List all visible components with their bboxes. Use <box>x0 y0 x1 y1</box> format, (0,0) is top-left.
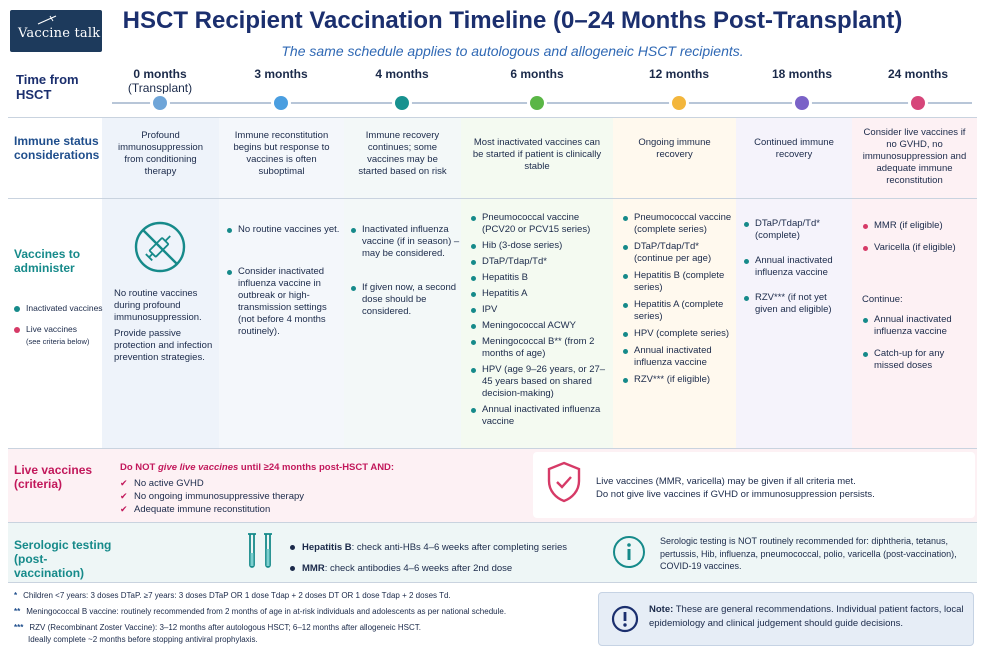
live-heading-em: give live vaccines <box>158 462 239 473</box>
serologic-row-label: Serologic testing (post-vaccination) <box>14 538 112 580</box>
vaccine-item: Meningococcal ACWY <box>470 320 610 332</box>
vaccine-item: RZV*** (if not yet given and eligible) <box>743 292 851 316</box>
continue-label: Continue: <box>862 294 903 305</box>
col3-vaccines <box>470 212 610 432</box>
logo-text: Vaccine talk <box>18 26 101 41</box>
timeline-col-label: 24 months <box>887 67 948 81</box>
col6-vaccines <box>862 220 974 382</box>
vaccine-item: Hepatitis A (complete series) <box>622 299 734 323</box>
live-row-label: Live vaccines (criteria) <box>14 463 93 491</box>
footnote-mark: * <box>14 591 18 600</box>
note-box <box>598 592 974 646</box>
row-separator <box>8 522 977 523</box>
footnote <box>14 622 589 633</box>
vaccine-item: Varicella (if eligible) <box>862 242 974 254</box>
timeline-dot <box>274 96 288 110</box>
live-info-line2: Do not give live vaccines if GVHD or immunosuppression persists. <box>596 489 875 500</box>
vaccine-item: Hib (3-dose series) <box>470 240 610 252</box>
vaccine-item: Annual inactivated influenza vaccine <box>743 255 851 279</box>
timeline-dot <box>395 96 409 110</box>
v6-list <box>862 220 974 254</box>
vaccine-item: If given now, a second dose should be considered. <box>350 282 460 318</box>
vaccine-item: Inactivated influenza vaccine (if in season) – may be considered. <box>350 224 460 260</box>
serologic-item-name: Hepatitis B <box>302 542 352 553</box>
immune-row-label: Immune status considerations <box>14 134 100 162</box>
legend-live-sub: (see criteria below) <box>26 337 90 346</box>
footnote-text: Children <7 years: 3 doses DTaP. ≥7 years: 3 doses DTaP OR 1 dose Tdap + 2 doses DT OR 1 dose Tdap + 2 doses Td. <box>23 591 451 600</box>
footnote-text: RZV (Recombinant Zoster Vaccine): 3–12 months after autologous HSCT; 6–12 months after allogeneic HSCT. <box>29 623 421 632</box>
vaccine-item: Annual inactivated influenza vaccine <box>470 404 610 428</box>
live-heading <box>120 462 394 473</box>
live-heading-post: until ≥24 months post-HSCT AND: <box>238 462 395 473</box>
legend-live-label: Live vaccines <box>26 324 78 334</box>
vaccine-item: DTaP/Tdap/Td* (complete) <box>743 218 851 242</box>
vaccine-item: Pneumococcal vaccine (PCV20 or PCV15 series) <box>470 212 610 236</box>
note-text <box>649 603 967 631</box>
vaccine-item: Catch-up for any missed doses <box>862 348 974 372</box>
serologic-item-name: MMR <box>302 563 325 574</box>
footnote <box>14 590 589 601</box>
timeline-col-label: 4 months <box>375 67 429 81</box>
footnote <box>14 634 589 645</box>
vaccine-item: Annual inactivated influenza vaccine <box>622 345 734 369</box>
col5-vaccines <box>743 218 851 329</box>
v3-list <box>470 212 610 428</box>
vaccine-item: HPV (complete series) <box>622 328 734 340</box>
timeline-col-label: 18 months <box>771 67 832 81</box>
pink-dot-icon <box>14 327 20 333</box>
immune-cell: Ongoing immune recovery <box>638 137 711 160</box>
footnote <box>14 606 589 617</box>
bullet-icon <box>290 566 295 571</box>
footnote-text: Ideally complete ~2 months before stopping antiviral prophylaxis. <box>28 635 258 644</box>
info-icon <box>612 535 646 569</box>
page-subtitle: The same schedule applies to autologous and allogeneic HSCT recipients. <box>281 43 744 59</box>
timeline-col-2 <box>352 67 452 81</box>
timeline-col-label: 3 months <box>254 67 308 81</box>
teal-dot-icon <box>14 306 20 312</box>
vaccine-item: RZV*** (if eligible) <box>622 374 734 386</box>
timeline-dot <box>795 96 809 110</box>
live-info-line1: Live vaccines (MMR, varicella) may be given if all criteria met. <box>596 476 856 487</box>
timeline-col-6 <box>868 67 968 81</box>
timeline-col-label: 12 months <box>648 67 709 81</box>
live-heading-pre: Do NOT <box>120 462 158 473</box>
v4-list <box>622 212 734 386</box>
shield-check-icon <box>546 461 582 503</box>
immune-cell: Profound immunosuppression from conditioning therapy <box>117 130 203 177</box>
vaccine-item: DTaP/Tdap/Td* (continue per age) <box>622 241 734 265</box>
col2-vaccines <box>350 224 460 340</box>
immune-cell: Immune reconstitution begins but response to vaccines is often suboptimal <box>233 130 330 177</box>
serologic-info: Serologic testing is NOT routinely recommended for: diphtheria, tetanus, pertussis, Hib, influenza, pneumococcal, polio, varicella (post-vaccination), COVID-19 vaccines. <box>660 536 957 571</box>
col1-vaccines <box>226 224 342 368</box>
v5-list <box>743 218 851 316</box>
legend-inactivated <box>14 303 103 313</box>
timeline-dot <box>153 96 167 110</box>
vaccine-item: Annual inactivated influenza vaccine <box>862 314 974 338</box>
timeline-col-1 <box>231 67 331 81</box>
vaccine-item: Hepatitis B <box>470 272 610 284</box>
vaccine-item: No routine vaccines yet. <box>226 224 342 236</box>
v1-list <box>226 224 342 338</box>
vaccine-item: HPV (age 9–26 years, or 27–45 years based on shared decision-making) <box>470 364 610 400</box>
col0-line: No routine vaccines during profound immunosuppression. <box>114 288 202 323</box>
note-body: These are general recommendations. Individual patient factors, local epidemiology and clinical judgement should guide decisions. <box>649 604 964 629</box>
no-vaccine-icon <box>133 220 187 274</box>
live-criteria <box>120 477 304 516</box>
serologic-item <box>290 541 567 554</box>
timeline-col-label: 6 months <box>510 67 564 81</box>
timeline-col-3 <box>487 67 587 81</box>
immune-cell: Most inactivated vaccines can be started if patient is clinically stable <box>472 137 602 172</box>
page-title: HSCT Recipient Vaccination Timeline (0–24 Months Post-Transplant) <box>122 7 903 34</box>
footnote-mark: ** <box>14 607 21 616</box>
legend-live <box>14 324 77 334</box>
bullet-icon <box>290 545 295 550</box>
col0-line: Provide passive protection and infection prevention strategies. <box>114 328 213 363</box>
footnote-text: Meningococcal B vaccine: routinely recommended from 2 months of age in at-risk individuals and adolescents as per national schedule. <box>26 607 507 616</box>
vaccine-item: Hepatitis B (complete series) <box>622 270 734 294</box>
criteria-item: ✔ No active GVHD <box>120 477 304 490</box>
row-separator <box>8 117 977 118</box>
note-label: Note: <box>649 604 674 615</box>
time-from-hsct-label: Time from HSCT <box>16 72 79 102</box>
test-tubes-icon <box>244 531 276 573</box>
vaccines-row-label: Vaccines to administer <box>14 247 81 275</box>
timeline-col-0 <box>110 67 210 95</box>
live-info-text <box>596 475 875 501</box>
exclamation-icon <box>611 605 639 633</box>
vaccine-item: IPV <box>470 304 610 316</box>
immune-cell: Immune recovery continues; some vaccines may be started based on risk <box>358 130 447 177</box>
footnotes <box>14 590 589 650</box>
criteria-item: ✔ Adequate immune reconstitution <box>120 503 304 516</box>
immune-cell: Continued immune recovery <box>754 137 834 160</box>
timeline-dot <box>911 96 925 110</box>
vaccine-item: Pneumococcal vaccine (complete series) <box>622 212 734 236</box>
criteria-item: ✔ No ongoing immunosuppressive therapy <box>120 490 304 503</box>
row-separator <box>8 198 977 199</box>
legend-inactivated-label: Inactivated vaccines <box>26 303 103 313</box>
serologic-item-text: : check antibodies 4–6 weeks after 2nd dose <box>324 563 513 574</box>
col0-vaccines <box>114 288 214 364</box>
vaccine-item: MMR (if eligible) <box>862 220 974 232</box>
vaccine-item: Consider inactivated influenza vaccine in outbreak or high-transmission settings (not before 4 months routinely). <box>226 266 342 338</box>
vaccine-item: Meningococcal B** (from 2 months of age) <box>470 336 610 360</box>
timeline-col-4 <box>629 67 729 81</box>
col4-vaccines <box>622 212 734 391</box>
v2-list <box>350 224 460 318</box>
vaccine-item: Hepatitis A <box>470 288 610 300</box>
timeline-col-label: 0 months <box>133 67 187 81</box>
continue-list <box>862 314 974 372</box>
footnote-mark: *** <box>14 623 24 632</box>
timeline-dot <box>530 96 544 110</box>
row-separator <box>8 448 977 449</box>
timeline-col-5 <box>752 67 852 81</box>
serologic-item-text: : check anti-HBs 4–6 weeks after completing series <box>351 542 568 553</box>
timeline-col-sub: (Transplant) <box>127 81 193 95</box>
timeline-dot <box>672 96 686 110</box>
serologic-item <box>290 562 567 575</box>
vaccine-item: DTaP/Tdap/Td* <box>470 256 610 268</box>
serologic-items <box>290 541 567 583</box>
immune-cell: Consider live vaccines if no GVHD, no immunosuppression and adequate immune reconstitution <box>862 127 967 186</box>
